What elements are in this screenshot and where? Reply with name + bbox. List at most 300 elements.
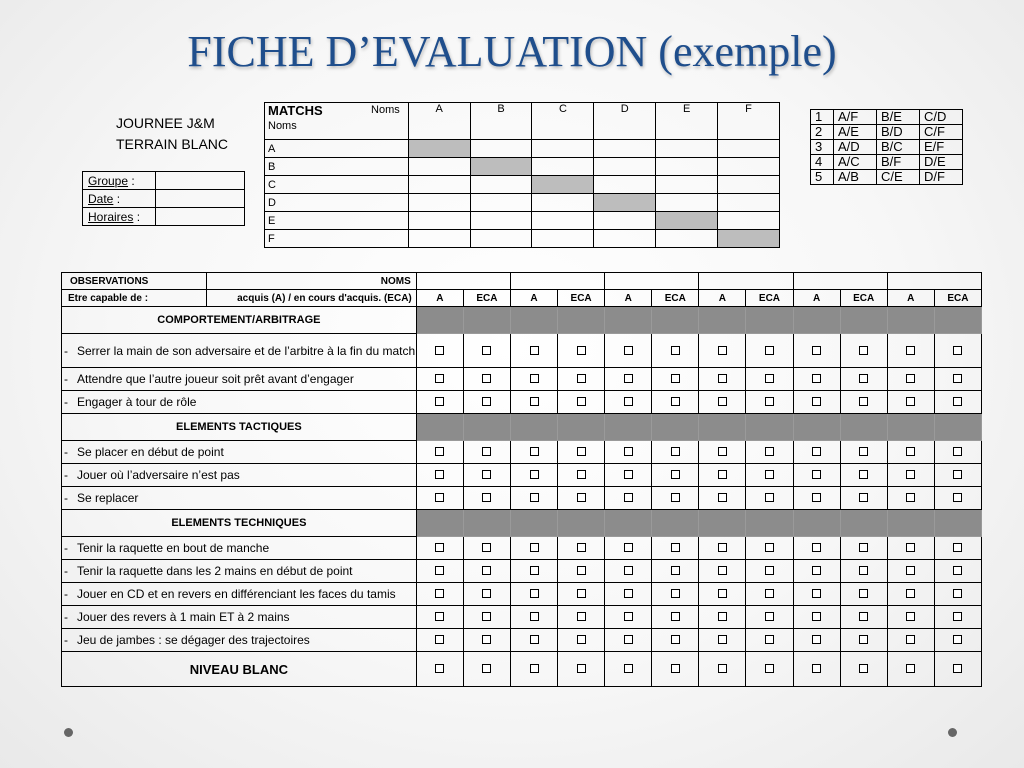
checkbox[interactable] — [953, 374, 962, 383]
matchs-score-cell[interactable] — [718, 140, 780, 158]
checkbox[interactable] — [577, 470, 586, 479]
obs-player-name-cell[interactable] — [887, 273, 981, 290]
checkbox[interactable] — [624, 543, 633, 552]
checkbox-cell — [746, 583, 793, 606]
checkbox[interactable] — [953, 664, 962, 673]
checkbox[interactable] — [482, 664, 491, 673]
obs-section-shade — [699, 510, 746, 537]
matchs-cell-blocked — [470, 158, 532, 176]
checkbox-cell — [934, 391, 981, 414]
obs-section-shade — [558, 510, 605, 537]
checkbox[interactable] — [953, 635, 962, 644]
checkbox[interactable] — [953, 470, 962, 479]
checkbox[interactable] — [530, 493, 539, 502]
checkbox[interactable] — [435, 493, 444, 502]
round-row — [811, 140, 963, 155]
checkbox-cell — [934, 560, 981, 583]
round-pairing: A/B — [834, 170, 877, 185]
obs-final-row — [62, 652, 982, 687]
matchs-score-cell[interactable] — [656, 230, 718, 248]
checkbox-cell — [793, 441, 840, 464]
checkbox-cell — [558, 537, 605, 560]
matchs-score-cell[interactable] — [594, 212, 656, 230]
checkbox[interactable] — [718, 612, 727, 621]
matchs-score-cell[interactable] — [408, 212, 470, 230]
checkbox[interactable] — [435, 566, 444, 575]
matchs-score-cell[interactable] — [532, 158, 594, 176]
checkbox[interactable] — [953, 346, 962, 355]
checkbox[interactable] — [482, 493, 491, 502]
obs-section-shade — [605, 510, 652, 537]
checkbox-cell — [793, 537, 840, 560]
checkbox[interactable] — [718, 374, 727, 383]
checkbox[interactable] — [906, 612, 915, 621]
matchs-score-cell[interactable] — [470, 140, 532, 158]
obs-section-row — [62, 307, 982, 334]
event-info — [116, 113, 228, 155]
checkbox[interactable] — [718, 397, 727, 406]
checkbox[interactable] — [577, 447, 586, 456]
obs-section-shade — [652, 307, 699, 334]
obs-section-shade — [840, 307, 887, 334]
checkbox[interactable] — [530, 374, 539, 383]
matchs-score-cell[interactable] — [532, 230, 594, 248]
checkbox-cell — [746, 606, 793, 629]
obs-capable-header: Etre capable de : — [62, 290, 207, 307]
obs-section-shade — [463, 307, 510, 334]
checkbox[interactable] — [530, 612, 539, 621]
checkbox[interactable] — [435, 346, 444, 355]
checkbox-cell — [840, 487, 887, 510]
checkbox[interactable] — [577, 664, 586, 673]
checkbox[interactable] — [671, 493, 680, 502]
checkbox[interactable] — [671, 346, 680, 355]
checkbox-cell — [605, 368, 652, 391]
checkbox-cell — [510, 391, 557, 414]
checkbox[interactable] — [671, 374, 680, 383]
checkbox[interactable] — [482, 470, 491, 479]
checkbox-cell — [652, 487, 699, 510]
checkbox[interactable] — [482, 346, 491, 355]
round-pairing: A/C — [834, 155, 877, 170]
checkbox-cell — [699, 560, 746, 583]
checkbox[interactable] — [624, 566, 633, 575]
checkbox-cell — [510, 441, 557, 464]
checkbox-cell — [558, 368, 605, 391]
checkbox[interactable] — [482, 447, 491, 456]
checkbox[interactable] — [530, 447, 539, 456]
checkbox[interactable] — [435, 470, 444, 479]
matchs-score-cell[interactable] — [408, 194, 470, 212]
matchs-score-cell[interactable] — [656, 158, 718, 176]
checkbox[interactable] — [859, 664, 868, 673]
checkbox[interactable] — [577, 346, 586, 355]
checkbox[interactable] — [577, 589, 586, 598]
round-pairing: B/C — [877, 140, 920, 155]
checkbox[interactable] — [765, 664, 774, 673]
matchs-col-f: F — [718, 103, 780, 140]
checkbox[interactable] — [906, 374, 915, 383]
matchs-score-cell[interactable] — [532, 212, 594, 230]
checkbox[interactable] — [671, 612, 680, 621]
checkbox-cell — [699, 391, 746, 414]
checkbox-cell — [605, 334, 652, 368]
obs-criterion-row — [62, 606, 982, 629]
matchs-cell-blocked — [594, 194, 656, 212]
checkbox[interactable] — [577, 493, 586, 502]
checkbox[interactable] — [577, 635, 586, 644]
obs-noms-header: NOMS — [207, 273, 416, 290]
checkbox[interactable] — [765, 635, 774, 644]
checkbox[interactable] — [624, 470, 633, 479]
round-pairing: E/F — [920, 140, 963, 155]
checkbox[interactable] — [671, 543, 680, 552]
checkbox[interactable] — [812, 470, 821, 479]
checkbox[interactable] — [530, 589, 539, 598]
checkbox-cell — [887, 334, 934, 368]
checkbox[interactable] — [482, 635, 491, 644]
matchs-score-cell[interactable] — [594, 176, 656, 194]
checkbox[interactable] — [577, 374, 586, 383]
checkbox[interactable] — [530, 566, 539, 575]
obs-criterion-label: - Engager à tour de rôle — [62, 391, 417, 414]
checkbox-cell — [652, 464, 699, 487]
journee-label: JOURNEE J&M — [116, 115, 215, 131]
checkbox-cell — [699, 629, 746, 652]
checkbox[interactable] — [859, 493, 868, 502]
checkbox[interactable] — [906, 635, 915, 644]
checkbox[interactable] — [530, 543, 539, 552]
checkbox[interactable] — [859, 612, 868, 621]
checkbox[interactable] — [953, 589, 962, 598]
matchs-score-cell[interactable] — [656, 194, 718, 212]
checkbox-cell — [652, 368, 699, 391]
matchs-col-b: B — [470, 103, 532, 140]
checkbox[interactable] — [671, 397, 680, 406]
checkbox-cell — [840, 652, 887, 687]
checkbox[interactable] — [718, 664, 727, 673]
checkbox-cell — [558, 606, 605, 629]
checkbox[interactable] — [812, 635, 821, 644]
checkbox[interactable] — [671, 447, 680, 456]
checkbox-cell — [605, 560, 652, 583]
checkbox[interactable] — [482, 589, 491, 598]
checkbox[interactable] — [812, 374, 821, 383]
obs-player-name-cell[interactable] — [416, 273, 510, 290]
checkbox[interactable] — [765, 566, 774, 575]
checkbox-cell — [840, 583, 887, 606]
checkbox[interactable] — [765, 589, 774, 598]
checkbox[interactable] — [859, 566, 868, 575]
rounds-table — [810, 109, 963, 185]
checkbox[interactable] — [435, 374, 444, 383]
checkbox[interactable] — [953, 397, 962, 406]
obs-col-a: A — [605, 290, 652, 307]
checkbox-cell — [605, 583, 652, 606]
checkbox[interactable] — [530, 470, 539, 479]
matchs-score-cell[interactable] — [470, 212, 532, 230]
groupe-field[interactable] — [156, 172, 245, 190]
obs-section-shade — [934, 510, 981, 537]
checkbox[interactable] — [765, 493, 774, 502]
checkbox[interactable] — [812, 493, 821, 502]
checkbox-cell — [793, 464, 840, 487]
checkbox[interactable] — [435, 664, 444, 673]
checkbox-cell — [699, 537, 746, 560]
matchs-score-cell[interactable] — [408, 230, 470, 248]
checkbox[interactable] — [671, 664, 680, 673]
checkbox-cell — [605, 537, 652, 560]
obs-section-shade — [463, 510, 510, 537]
matchs-score-cell[interactable] — [718, 194, 780, 212]
matchs-col-a: A — [408, 103, 470, 140]
matchs-score-cell[interactable] — [470, 176, 532, 194]
obs-section-title: ELEMENTS TECHNIQUES — [62, 510, 417, 537]
checkbox[interactable] — [577, 543, 586, 552]
checkbox[interactable] — [859, 447, 868, 456]
checkbox[interactable] — [859, 397, 868, 406]
checkbox-cell — [934, 334, 981, 368]
horaires-field[interactable] — [156, 208, 245, 226]
checkbox[interactable] — [765, 374, 774, 383]
checkbox-cell — [652, 537, 699, 560]
obs-section-shade — [699, 307, 746, 334]
checkbox-cell — [416, 487, 463, 510]
checkbox[interactable] — [718, 566, 727, 575]
checkbox[interactable] — [906, 566, 915, 575]
round-row — [811, 170, 963, 185]
checkbox[interactable] — [765, 470, 774, 479]
matchs-row-label: B — [265, 158, 409, 176]
matchs-col-e: E — [656, 103, 718, 140]
checkbox[interactable] — [718, 346, 727, 355]
checkbox[interactable] — [812, 447, 821, 456]
matchs-row — [265, 176, 780, 194]
checkbox-cell — [887, 629, 934, 652]
checkbox-cell — [463, 652, 510, 687]
checkbox[interactable] — [906, 664, 915, 673]
checkbox[interactable] — [435, 397, 444, 406]
info-label: Date — [88, 191, 114, 206]
checkbox[interactable] — [435, 447, 444, 456]
obs-col-eca: ECA — [934, 290, 981, 307]
obs-criterion-label: - Jouer où l’adversaire n’est pas — [62, 464, 417, 487]
checkbox[interactable] — [624, 612, 633, 621]
obs-section-shade — [652, 414, 699, 441]
checkbox-cell — [510, 629, 557, 652]
checkbox-cell — [887, 537, 934, 560]
checkbox[interactable] — [765, 612, 774, 621]
obs-criterion-label: - Jouer en CD et en revers en différenciant les faces du tamis — [62, 583, 417, 606]
checkbox-cell — [840, 334, 887, 368]
checkbox[interactable] — [624, 447, 633, 456]
checkbox[interactable] — [624, 589, 633, 598]
checkbox[interactable] — [765, 397, 774, 406]
matchs-row — [265, 212, 780, 230]
checkbox[interactable] — [906, 493, 915, 502]
checkbox[interactable] — [435, 543, 444, 552]
terrain-label: TERRAIN BLANC — [116, 136, 229, 152]
checkbox[interactable] — [765, 543, 774, 552]
checkbox[interactable] — [624, 493, 633, 502]
checkbox[interactable] — [718, 543, 727, 552]
obs-acquis-header: acquis (A) / en cours d'acquis. (ECA) — [207, 290, 416, 307]
obs-player-name-cell[interactable] — [510, 273, 604, 290]
checkbox[interactable] — [577, 566, 586, 575]
checkbox[interactable] — [765, 346, 774, 355]
checkbox[interactable] — [482, 374, 491, 383]
checkbox[interactable] — [624, 374, 633, 383]
obs-section-shade — [840, 414, 887, 441]
matchs-row-label: E — [265, 212, 409, 230]
checkbox[interactable] — [859, 635, 868, 644]
checkbox[interactable] — [859, 589, 868, 598]
checkbox[interactable] — [953, 447, 962, 456]
checkbox[interactable] — [482, 612, 491, 621]
checkbox[interactable] — [812, 664, 821, 673]
checkbox[interactable] — [859, 470, 868, 479]
checkbox[interactable] — [906, 589, 915, 598]
checkbox[interactable] — [812, 543, 821, 552]
round-pairing: B/E — [877, 110, 920, 125]
checkbox-cell — [652, 391, 699, 414]
checkbox[interactable] — [671, 635, 680, 644]
checkbox-cell — [463, 391, 510, 414]
checkbox[interactable] — [671, 589, 680, 598]
matchs-score-cell[interactable] — [656, 176, 718, 194]
checkbox[interactable] — [624, 397, 633, 406]
checkbox[interactable] — [906, 447, 915, 456]
matchs-score-cell[interactable] — [470, 230, 532, 248]
checkbox[interactable] — [530, 635, 539, 644]
checkbox[interactable] — [859, 346, 868, 355]
round-pairing: B/F — [877, 155, 920, 170]
matchs-score-cell[interactable] — [408, 176, 470, 194]
checkbox-cell — [605, 487, 652, 510]
checkbox[interactable] — [671, 470, 680, 479]
checkbox[interactable] — [953, 543, 962, 552]
obs-section-shade — [510, 307, 557, 334]
checkbox[interactable] — [530, 664, 539, 673]
checkbox-cell — [510, 560, 557, 583]
matchs-score-cell[interactable] — [718, 176, 780, 194]
checkbox[interactable] — [718, 635, 727, 644]
checkbox[interactable] — [718, 589, 727, 598]
matchs-cell-blocked — [408, 140, 470, 158]
checkbox[interactable] — [906, 346, 915, 355]
checkbox-cell — [699, 583, 746, 606]
checkbox[interactable] — [859, 543, 868, 552]
checkbox[interactable] — [435, 635, 444, 644]
obs-section-shade — [558, 414, 605, 441]
matchs-score-cell[interactable] — [470, 194, 532, 212]
matchs-score-cell[interactable] — [718, 158, 780, 176]
obs-col-eca: ECA — [840, 290, 887, 307]
checkbox-cell — [699, 652, 746, 687]
obs-player-name-cell[interactable] — [605, 273, 699, 290]
date-field[interactable] — [156, 190, 245, 208]
checkbox[interactable] — [482, 566, 491, 575]
checkbox-cell — [887, 606, 934, 629]
checkbox[interactable] — [765, 447, 774, 456]
checkbox[interactable] — [482, 543, 491, 552]
matchs-score-cell[interactable] — [718, 212, 780, 230]
checkbox[interactable] — [530, 397, 539, 406]
checkbox-cell — [840, 606, 887, 629]
checkbox-cell — [463, 583, 510, 606]
matchs-score-cell[interactable] — [408, 158, 470, 176]
checkbox-cell — [463, 629, 510, 652]
checkbox-cell — [699, 368, 746, 391]
matchs-row — [265, 230, 780, 248]
checkbox[interactable] — [577, 612, 586, 621]
checkbox[interactable] — [671, 566, 680, 575]
checkbox[interactable] — [953, 566, 962, 575]
matchs-score-cell[interactable] — [532, 194, 594, 212]
checkbox[interactable] — [953, 612, 962, 621]
checkbox[interactable] — [624, 664, 633, 673]
obs-player-name-cell[interactable] — [793, 273, 887, 290]
checkbox[interactable] — [812, 566, 821, 575]
slide-dot-left — [64, 728, 73, 737]
obs-criterion-row — [62, 391, 982, 414]
matchs-score-cell[interactable] — [594, 140, 656, 158]
obs-criterion-label: - Tenir la raquette dans les 2 mains en début de point — [62, 560, 417, 583]
checkbox-cell — [605, 391, 652, 414]
obs-observations-header: OBSERVATIONS — [62, 273, 207, 290]
matchs-score-cell[interactable] — [594, 158, 656, 176]
checkbox[interactable] — [812, 397, 821, 406]
obs-section-row — [62, 510, 982, 537]
checkbox-cell — [652, 441, 699, 464]
checkbox[interactable] — [812, 612, 821, 621]
checkbox[interactable] — [953, 493, 962, 502]
checkbox-cell — [699, 441, 746, 464]
checkbox[interactable] — [624, 346, 633, 355]
matchs-score-cell[interactable] — [656, 140, 718, 158]
checkbox-cell — [416, 464, 463, 487]
checkbox-cell — [699, 606, 746, 629]
page-title: FICHE D’EVALUATION (exemple) — [187, 27, 837, 76]
obs-criterion-label: - Se placer en début de point — [62, 441, 417, 464]
checkbox[interactable] — [906, 543, 915, 552]
checkbox-cell — [746, 487, 793, 510]
obs-section-shade — [840, 510, 887, 537]
checkbox[interactable] — [718, 493, 727, 502]
checkbox[interactable] — [812, 589, 821, 598]
checkbox[interactable] — [906, 470, 915, 479]
checkbox-cell — [887, 652, 934, 687]
obs-criterion-row — [62, 629, 982, 652]
matchs-score-cell[interactable] — [594, 230, 656, 248]
checkbox[interactable] — [906, 397, 915, 406]
checkbox[interactable] — [435, 612, 444, 621]
checkbox[interactable] — [624, 635, 633, 644]
matchs-cell-blocked — [656, 212, 718, 230]
checkbox[interactable] — [577, 397, 586, 406]
checkbox[interactable] — [435, 589, 444, 598]
checkbox[interactable] — [482, 397, 491, 406]
checkbox[interactable] — [718, 470, 727, 479]
checkbox-cell — [699, 464, 746, 487]
checkbox[interactable] — [812, 346, 821, 355]
obs-player-name-cell[interactable] — [699, 273, 793, 290]
checkbox[interactable] — [530, 346, 539, 355]
checkbox-cell — [793, 334, 840, 368]
checkbox[interactable] — [859, 374, 868, 383]
checkbox[interactable] — [718, 447, 727, 456]
matchs-score-cell[interactable] — [532, 140, 594, 158]
